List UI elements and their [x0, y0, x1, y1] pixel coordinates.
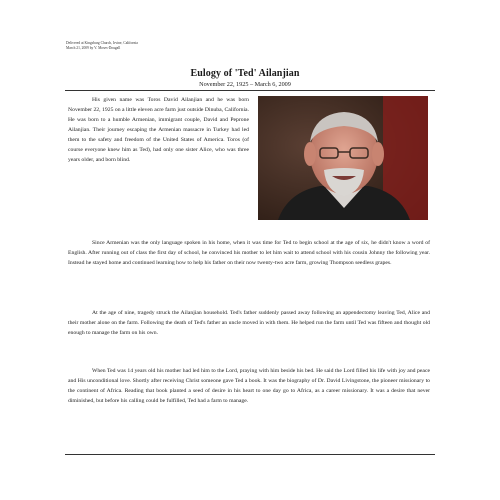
page-title: Eulogy of 'Ted' Ailanjian [190, 68, 300, 79]
title-rule [65, 90, 435, 91]
footer-rule [65, 454, 435, 455]
paragraph-1-text: His given name was Toros David Ailanjian and he was born November 22, 1925 on a little eleven acre farm just outside Dinuba, California. He was born to a humble Armenian, immigrant couple, David and Peprone Ailanjian. Their journey escaping the Armenian massacre in Turkey had led them to the safety and freedom of the United States of America. Toros (of course everyone knew him as Ted), had only one sister Alice, who was three years older, and born blind. [68, 97, 249, 163]
paragraph-4-text: When Ted was 14 years old his mother had led him to the Lord, praying with him beside his bed. He said the Lord filled his life with joy and peace and His unconditional love. Shortly after receiving Christ someone gave Ted a book. It was the biography of Dr. David Livingstone, the pioneer missionary to the continent of Africa. Reading that book planted a seed of desire in his heart to one day go to Africa, as a career missionary. It was a desire that never diminished, but before his calling could be fulfilled, Ted had a farm to manage. [68, 368, 430, 404]
paragraph-4 [68, 366, 430, 406]
paragraph-2-text: Since Armenian was the only language spoken in his home, when it was time for Ted to begin school at the age of six, he didn't know a word of English. After running out of class the first day of school, he convinced his mother to let him wait to attend school with his cousin Johnny the following year. Instead he stayed home and continued learning how to help his father on their now twenty-two acre farm, growing Thompson seedless grapes. [68, 240, 430, 266]
header-line-1: Delivered at Kingsburg Church, Irvine, California [66, 41, 138, 45]
portrait-photo [258, 96, 428, 220]
header-line-2: March 21, 2009 by V. Moses-Dougall [66, 45, 121, 50]
paragraph-3 [68, 308, 430, 338]
paragraph-2 [68, 238, 430, 268]
header-meta [66, 41, 266, 50]
life-dates: November 22, 1925 – March 6, 2009 [199, 81, 291, 88]
paragraph-1 [68, 95, 249, 165]
paragraph-3-text: At the age of nine, tragedy struck the Ailanjian household. Ted's father suddenly passed away following an appendectomy leaving Ted, Alice and their mother alone on the farm. Following the death of Ted's father an uncle moved in with them. He helped run the farm until Ted was fifteen and thought old enough to manage the farm on his own. [68, 310, 430, 336]
